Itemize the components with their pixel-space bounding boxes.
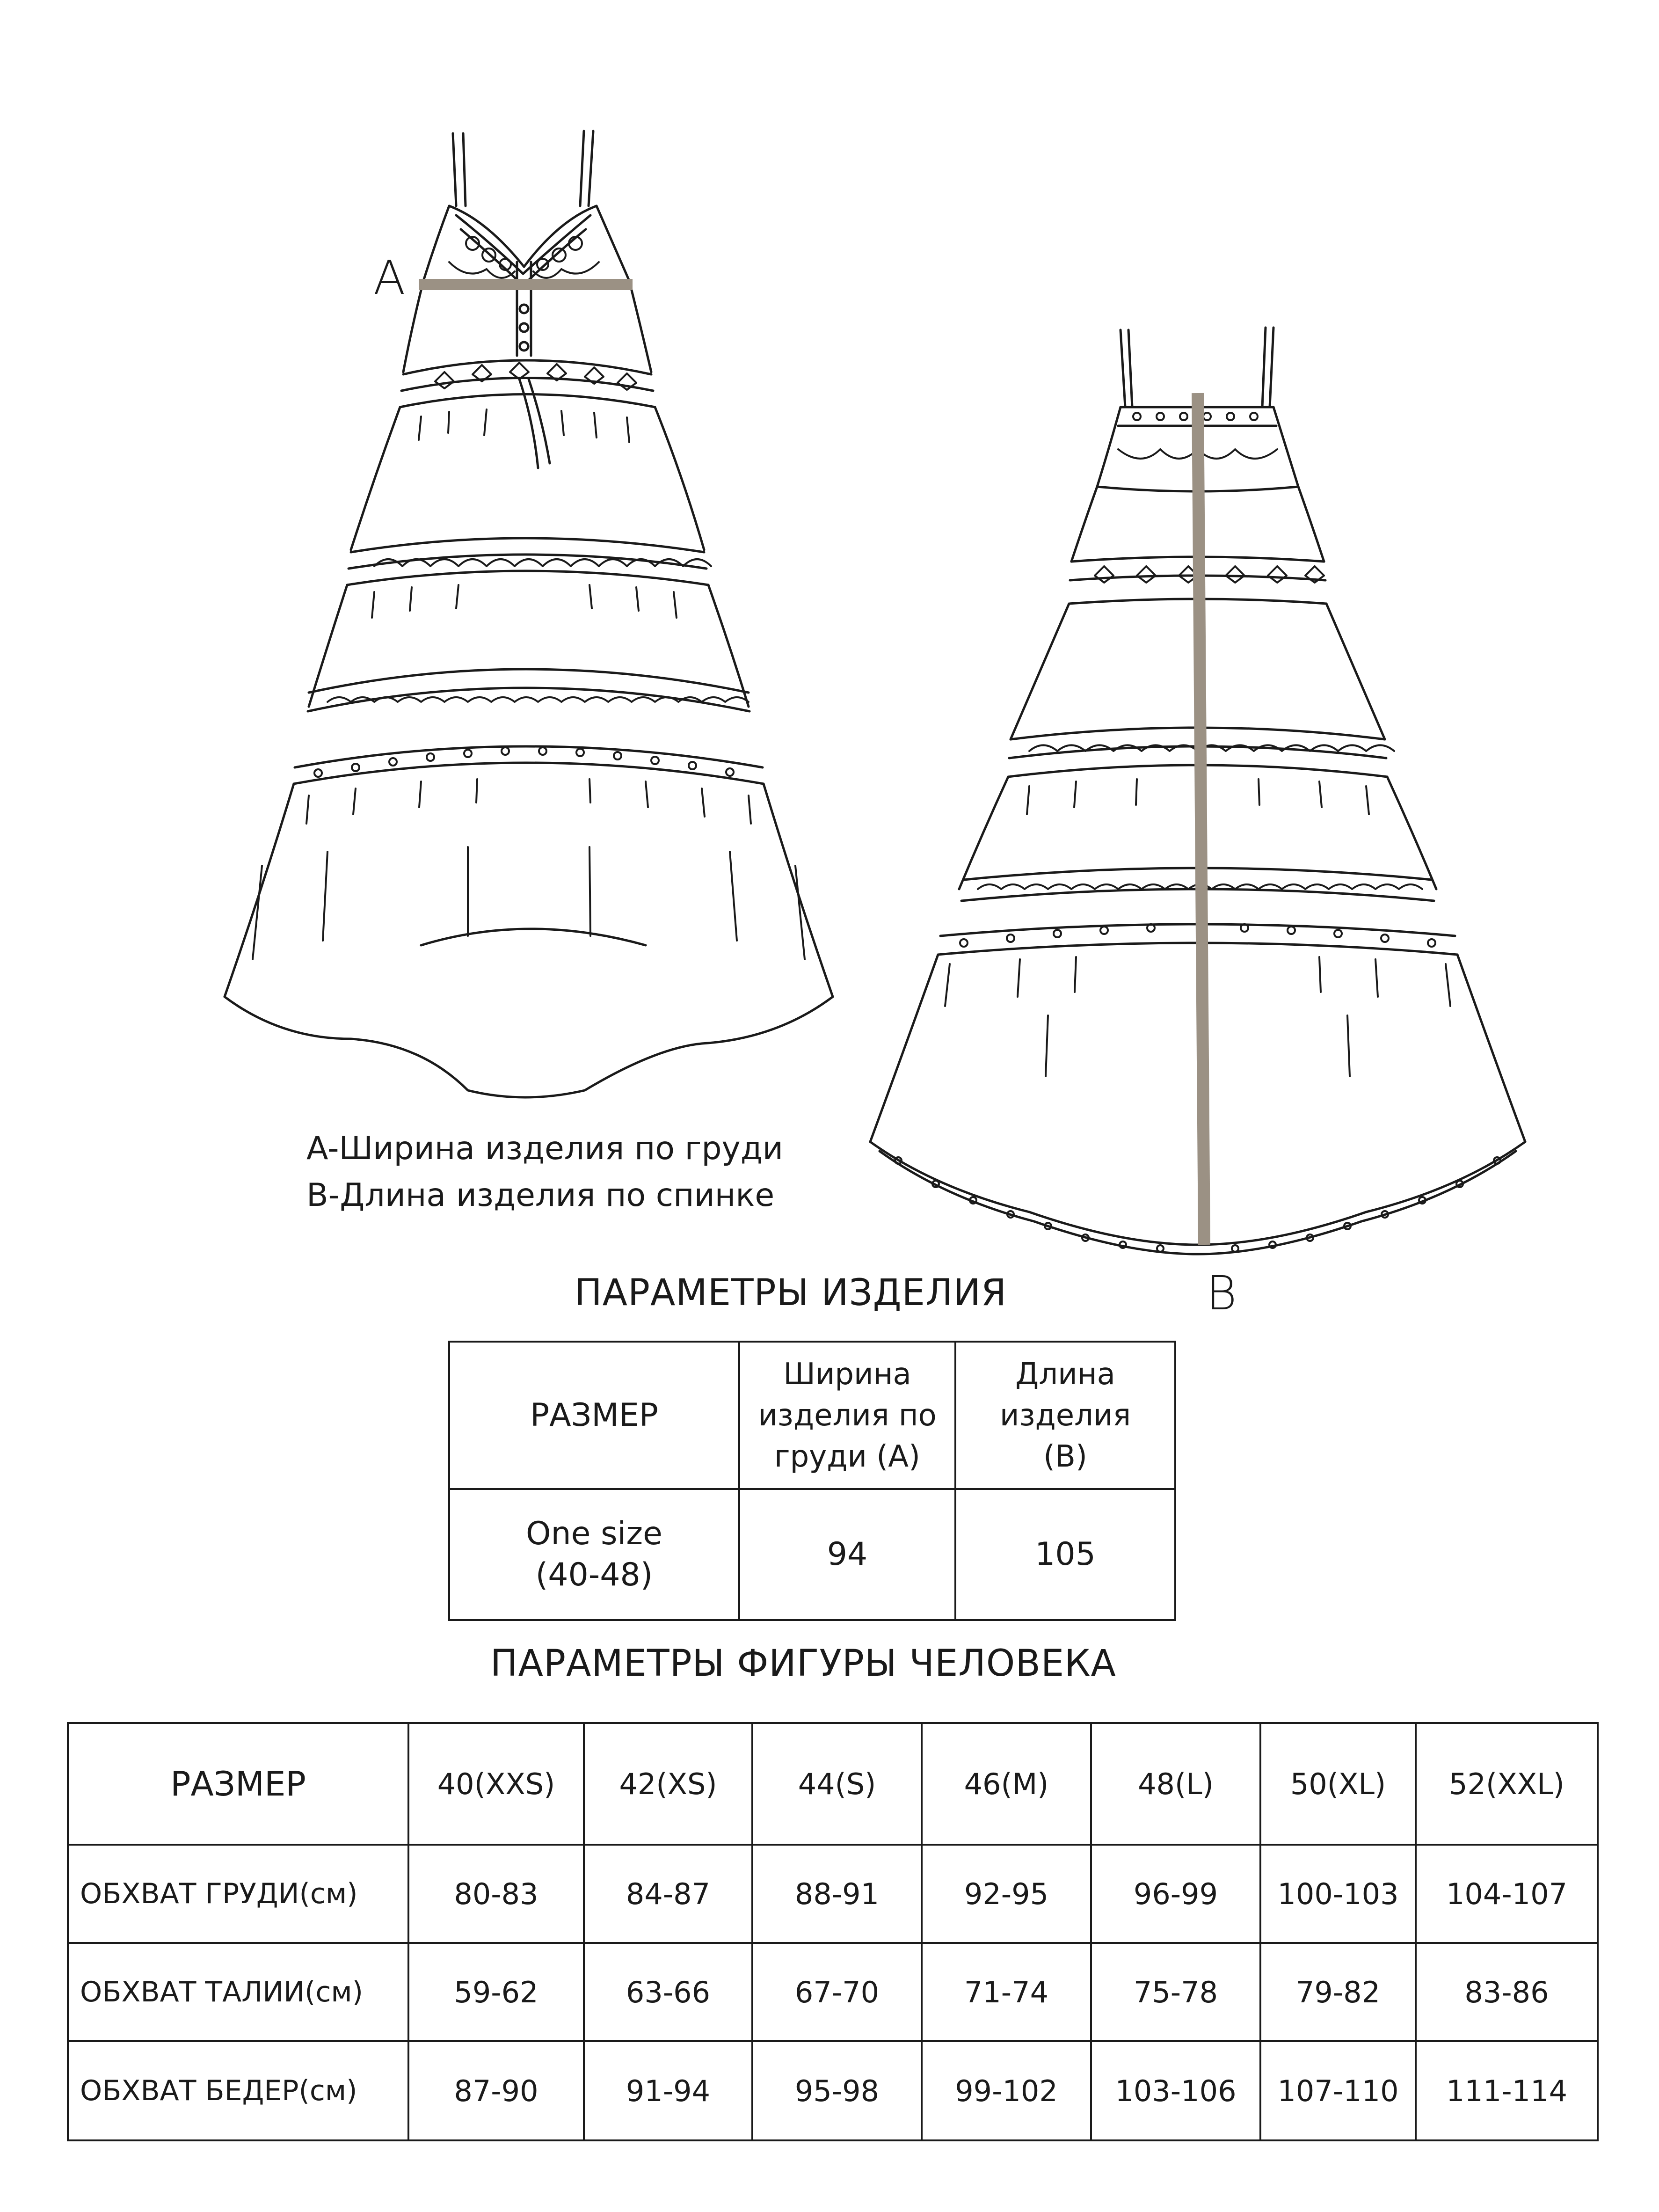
size-col-42: 42(XS) xyxy=(584,1723,752,1845)
product-width-value: 94 xyxy=(739,1489,955,1620)
table-cell: 107-110 xyxy=(1260,2041,1416,2140)
table-cell: 92-95 xyxy=(922,1845,1091,1943)
product-size-line1: One size xyxy=(526,1515,662,1552)
legend-a: A-Ширина изделия по груди xyxy=(306,1130,783,1167)
size-col-40: 40(XXS) xyxy=(408,1723,584,1845)
table-cell: 83-86 xyxy=(1416,1943,1598,2041)
product-header-length: Длина изделия (В) xyxy=(955,1342,1175,1489)
product-header-size: РАЗМЕР xyxy=(449,1342,739,1489)
table-cell: 88-91 xyxy=(752,1845,922,1943)
table-cell: 95-98 xyxy=(752,2041,922,2140)
size-col-46: 46(M) xyxy=(922,1723,1091,1845)
table-row xyxy=(68,2041,1598,2140)
product-size-line2: (40-48) xyxy=(535,1556,653,1593)
marker-a-label: A xyxy=(373,250,406,305)
row-label-bust: ОБХВАТ ГРУДИ(см) xyxy=(68,1845,408,1943)
row-label-hips: ОБХВАТ БЕДЕР(см) xyxy=(68,2041,408,2140)
table-cell: 79-82 xyxy=(1260,1943,1416,2041)
table-cell: 99-102 xyxy=(922,2041,1091,2140)
table-cell: 67-70 xyxy=(752,1943,922,2041)
table-cell: 87-90 xyxy=(408,2041,584,2140)
table-cell: 111-114 xyxy=(1416,2041,1598,2140)
table-cell: 75-78 xyxy=(1091,1943,1260,2041)
legend xyxy=(306,1125,783,1219)
row-label-waist: ОБХВАТ ТАЛИИ(см) xyxy=(68,1943,408,2041)
table-cell: 91-94 xyxy=(584,2041,752,2140)
table-row xyxy=(68,1845,1598,1943)
size-col-52: 52(XXL) xyxy=(1416,1723,1598,1845)
table-cell: 96-99 xyxy=(1091,1845,1260,1943)
legend-b: B-Длина изделия по спинке xyxy=(306,1177,775,1214)
product-params-table xyxy=(448,1341,1176,1621)
size-col-44: 44(S) xyxy=(752,1723,922,1845)
table-cell: 103-106 xyxy=(1091,2041,1260,2140)
table-cell: 84-87 xyxy=(584,1845,752,1943)
table-cell: 63-66 xyxy=(584,1943,752,2041)
figure-params-title: ПАРАМЕТРЫ ФИГУРЫ ЧЕЛОВЕКА xyxy=(490,1643,1116,1685)
table-cell: 71-74 xyxy=(922,1943,1091,2041)
size-col-50: 50(XL) xyxy=(1260,1723,1416,1845)
size-col-48: 48(L) xyxy=(1091,1723,1260,1845)
table-cell: 80-83 xyxy=(408,1845,584,1943)
figure-corner-size: РАЗМЕР xyxy=(68,1723,408,1845)
product-params-title: ПАРАМЕТРЫ ИЗДЕЛИЯ xyxy=(575,1272,1007,1314)
product-size-cell xyxy=(449,1489,739,1620)
table-row xyxy=(68,1943,1598,2041)
figure-header-row xyxy=(68,1723,1598,1845)
front-dress-drawing xyxy=(225,131,833,1097)
marker-b-label: B xyxy=(1206,1266,1237,1321)
product-length-value: 105 xyxy=(955,1489,1175,1620)
measure-line-b xyxy=(1198,393,1204,1245)
table-cell: 59-62 xyxy=(408,1943,584,2041)
table-cell: 104-107 xyxy=(1416,1845,1598,1943)
product-table-header-row xyxy=(449,1342,1175,1489)
figure-params-table xyxy=(67,1722,1599,2141)
product-header-width: Ширина изделия по груди (А) xyxy=(739,1342,955,1489)
table-cell: 100-103 xyxy=(1260,1845,1416,1943)
product-table-row xyxy=(449,1489,1175,1620)
